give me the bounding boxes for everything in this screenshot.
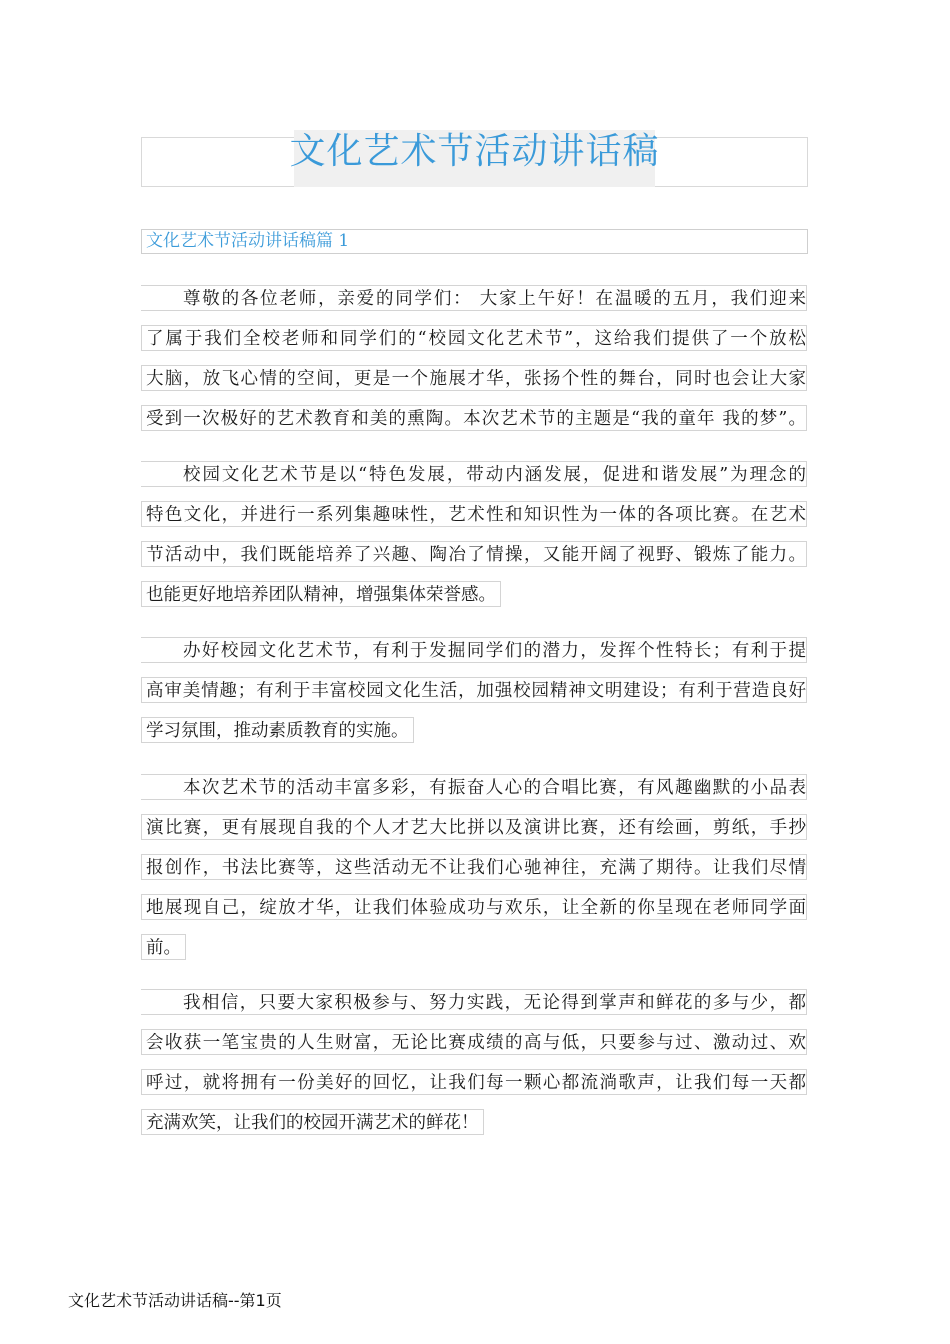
text-line: 会收获一笔宝贵的人生财富，无论比赛成绩的高与低，只要参与过、激动过、欢 [141,1029,807,1055]
text-line: 报创作，书法比赛等，这些活动无不让我们心驰神往，充满了期待。让我们尽情 [141,854,807,880]
text-line: 学习氛围，推动素质教育的实施。 [141,717,414,743]
text-line: 前。 [141,934,186,960]
paragraph-2 [141,461,807,625]
text-line: 节活动中，我们既能培养了兴趣、陶冶了情操，又能开阔了视野、锻炼了能力。 [141,541,807,567]
text-line: 地展现自己，绽放才华，让我们体验成功与欢乐，让全新的你呈现在老师同学面 [141,894,807,920]
text-line: 演比赛，更有展现自我的个人才艺大比拼以及演讲比赛，还有绘画，剪纸，手抄 [141,814,807,840]
paragraph-4 [141,774,807,978]
paragraph-3 [141,637,807,761]
text-line: 受到一次极好的艺术教育和美的熏陶。本次艺术节的主题是“我的童年 我的梦”。 [141,405,807,431]
text-line: 尊敬的各位老师，亲爱的同学们： 大家上午好！在温暖的五月，我们迎来 [141,285,807,311]
section-heading: 文化艺术节活动讲话稿篇 1 [141,229,808,254]
text-line: 我相信，只要大家积极参与、努力实践，无论得到掌声和鲜花的多与少，都 [141,989,807,1015]
page-title: 文化艺术节活动讲话稿 [289,131,660,172]
text-line: 特色文化，并进行一系列集趣味性，艺术性和知识性为一体的各项比赛。在艺术 [141,501,807,527]
paragraph-1 [141,285,807,445]
text-line: 校园文化艺术节是以“特色发展，带动内涵发展，促进和谐发展”为理念的 [141,461,807,487]
text-line: 高审美情趣；有利于丰富校园文化生活，加强校园精神文明建设；有利于营造良好 [141,677,807,703]
text-line: 办好校园文化艺术节，有利于发掘同学们的潜力，发挥个性特长；有利于提 [141,637,807,663]
text-line: 呼过，就将拥有一份美好的回忆，让我们每一颗心都流淌歌声，让我们每一天都 [141,1069,807,1095]
paragraph-5 [141,989,807,1153]
text-line: 了属于我们全校老师和同学们的“校园文化艺术节”，这给我们提供了一个放松 [141,325,807,351]
text-line: 大脑，放飞心情的空间，更是一个施展才华，张扬个性的舞台，同时也会让大家 [141,365,807,391]
page-footer: 文化艺术节活动讲话稿--第1页 [68,1291,282,1310]
text-line: 本次艺术节的活动丰富多彩，有振奋人心的合唱比赛，有风趣幽默的小品表 [141,774,807,800]
text-line: 充满欢笑，让我们的校园开满艺术的鲜花！ [141,1109,484,1135]
text-line: 也能更好地培养团队精神，增强集体荣誉感。 [141,581,501,607]
